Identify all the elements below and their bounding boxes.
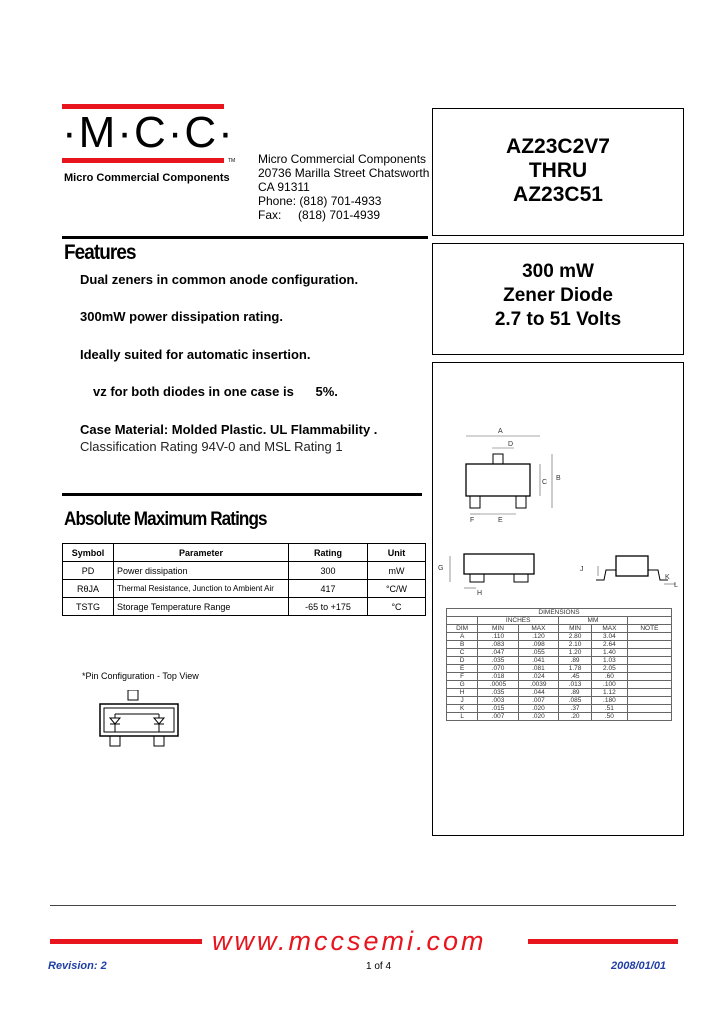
feature-item: 300mW power dissipation rating.: [80, 309, 283, 324]
table-row: [63, 598, 426, 616]
dimensions-cell: 1.03: [591, 657, 627, 665]
table-row: [447, 713, 672, 721]
logo-trademark: TM: [228, 158, 236, 164]
dimensions-cell: .0039: [518, 681, 558, 689]
dimensions-cell: [627, 689, 671, 697]
address-line: Phone: (818) 701-4933: [258, 194, 382, 208]
amr-header-rating: Rating: [289, 544, 368, 562]
dimensions-cell: 1.12: [591, 689, 627, 697]
table-row: [447, 681, 672, 689]
dimensions-cell: 1.20: [559, 649, 592, 657]
dimensions-cell: [627, 681, 671, 689]
dimensions-cell: .015: [478, 705, 518, 713]
dimensions-cell: .020: [518, 713, 558, 721]
dimensions-cell: L: [447, 713, 478, 721]
table-row: [63, 580, 426, 598]
amr-unit: °C/W: [368, 580, 426, 598]
dim-label-e: E: [498, 517, 503, 524]
dimensions-cell: 1.40: [591, 649, 627, 657]
dimensions-subheader: NOTE: [627, 625, 671, 633]
feature-case-material: Case Material: Molded Plastic. UL Flammability .: [80, 422, 378, 437]
dimensions-subheader-row: [447, 625, 672, 633]
description-box: [432, 243, 684, 355]
dimensions-cell: .098: [518, 641, 558, 649]
amr-parameter: Storage Temperature Range: [114, 598, 289, 616]
address-line: Fax: (818) 701-4939: [258, 208, 381, 222]
amr-unit: mW: [368, 562, 426, 580]
dimensions-cell: [627, 633, 671, 641]
dimensions-cell: .018: [478, 673, 518, 681]
dimensions-cell: [627, 705, 671, 713]
dimensions-cell: .180: [591, 697, 627, 705]
dimensions-subheader: MIN: [559, 625, 592, 633]
dimensions-cell: [627, 649, 671, 657]
dimensions-cell: 2.05: [591, 665, 627, 673]
table-row: [447, 673, 672, 681]
dimensions-cell: .60: [591, 673, 627, 681]
dimensions-cell: .047: [478, 649, 518, 657]
dim-label-l: L: [674, 582, 678, 589]
logo-mark: ·M·C·C·: [62, 108, 235, 157]
address-line: Micro Commercial Components: [258, 152, 427, 166]
amr-header-symbol: Symbol: [63, 544, 114, 562]
dimensions-cell: .035: [478, 689, 518, 697]
part-number-box: [432, 108, 684, 236]
power-rating: 300 mW: [522, 261, 594, 282]
dimensions-cell: .45: [559, 673, 592, 681]
amr-rating: -65 to +175: [289, 598, 368, 616]
address-line: 20736 Marilla Street Chatsworth: [258, 166, 430, 180]
amr-symbol: TSTG: [63, 598, 114, 616]
dimensions-subheader: MAX: [518, 625, 558, 633]
dimensions-cell: 1.78: [559, 665, 592, 673]
footer-page-number: 1 of 4: [366, 961, 392, 972]
table-row: [447, 649, 672, 657]
dimensions-cell: .51: [591, 705, 627, 713]
amr-heading: Absolute Maximum Ratings: [64, 509, 267, 530]
dimensions-cell: F: [447, 673, 478, 681]
dimensions-cell: .055: [518, 649, 558, 657]
amr-symbol: PD: [63, 562, 114, 580]
dimensions-cell: A: [447, 633, 478, 641]
dimensions-cell: .041: [518, 657, 558, 665]
dimensions-cell: .081: [518, 665, 558, 673]
features-heading: Features: [64, 241, 136, 264]
dimensions-cell: .085: [559, 697, 592, 705]
dimensions-cell: 2.80: [559, 633, 592, 641]
dimensions-group-inches: INCHES: [478, 617, 559, 625]
dimensions-cell: .110: [478, 633, 518, 641]
footer-rule: [50, 905, 676, 906]
dimensions-cell: H: [447, 689, 478, 697]
table-row: [447, 705, 672, 713]
dim-label-k: K: [665, 574, 670, 581]
part-number-end: AZ23C51: [513, 183, 603, 206]
dimensions-cell: C: [447, 649, 478, 657]
dimensions-subheader: MIN: [478, 625, 518, 633]
footer-date: 2008/01/01: [611, 960, 667, 972]
table-row: [447, 697, 672, 705]
dimensions-cell: .20: [559, 713, 592, 721]
dimensions-cell: E: [447, 665, 478, 673]
part-number-thru: THRU: [528, 159, 588, 182]
amr-rule: [62, 493, 422, 496]
dimensions-cell: .003: [478, 697, 518, 705]
feature-item: vz for both diodes in one case is 5%.: [93, 384, 338, 399]
dimensions-cell: .044: [518, 689, 558, 697]
part-number-start: AZ23C2V7: [506, 135, 610, 158]
logo-subtitle: Micro Commercial Components: [64, 172, 230, 184]
dimensions-cell: .50: [591, 713, 627, 721]
dimensions-cell: .120: [518, 633, 558, 641]
dimensions-cell: G: [447, 681, 478, 689]
dimensions-cell: .37: [559, 705, 592, 713]
amr-unit: °C: [368, 598, 426, 616]
table-row: [447, 665, 672, 673]
dimensions-cell: [627, 713, 671, 721]
dimensions-cell: 2.64: [591, 641, 627, 649]
voltage-range: 2.7 to 51 Volts: [494, 309, 622, 330]
dim-label-h: H: [477, 590, 483, 597]
dimensions-cell: [627, 665, 671, 673]
amr-header-unit: Unit: [368, 544, 426, 562]
dim-label-g: G: [438, 565, 444, 572]
package-end-view: [592, 552, 676, 592]
footer-left-bar: [50, 939, 202, 944]
dimensions-cell: [627, 657, 671, 665]
amr-header-parameter: Parameter: [114, 544, 289, 562]
features-rule: [62, 236, 428, 239]
dimensions-cell: .020: [518, 705, 558, 713]
feature-classification: Classification Rating 94V-0 and MSL Rating 1: [80, 439, 343, 454]
table-row: [447, 689, 672, 697]
dimensions-subheader: MAX: [591, 625, 627, 633]
pin-config-caption: *Pin Configuration - Top View: [82, 671, 199, 681]
dim-label-c: C: [542, 479, 548, 486]
footer-revision: Revision: 2: [48, 960, 107, 972]
amr-rating: 417: [289, 580, 368, 598]
package-side-view: [446, 548, 556, 600]
table-row: [447, 641, 672, 649]
amr-parameter: Thermal Resistance, Junction to Ambient Air: [114, 580, 289, 598]
footer-right-bar: [528, 939, 678, 944]
logo-bottom-bar: [62, 158, 224, 163]
dimensions-table: [446, 608, 672, 721]
dimensions-subheader: DIM: [447, 625, 478, 633]
address-block: [258, 152, 429, 222]
dimensions-cell: .007: [518, 697, 558, 705]
footer-website[interactable]: www.mccsemi.com: [212, 926, 487, 956]
dimensions-cell: .070: [478, 665, 518, 673]
table-row: [63, 562, 426, 580]
dimensions-cell: B: [447, 641, 478, 649]
amr-header-row: [63, 544, 426, 562]
dimensions-cell: [627, 697, 671, 705]
dimensions-group-mm: MM: [559, 617, 628, 625]
dim-label-b: B: [556, 475, 561, 482]
dim-label-a: A: [498, 428, 503, 435]
dimensions-cell: .89: [559, 689, 592, 697]
dim-label-d: D: [508, 441, 514, 448]
table-row: [447, 657, 672, 665]
device-type: Zener Diode: [503, 285, 613, 306]
dimensions-cell: .035: [478, 657, 518, 665]
dimensions-cell: .0005: [478, 681, 518, 689]
dimensions-cell: .89: [559, 657, 592, 665]
dimensions-cell: [627, 673, 671, 681]
dimensions-body: [447, 633, 672, 721]
dimensions-cell: 3.04: [591, 633, 627, 641]
amr-symbol: RθJA: [63, 580, 114, 598]
dimensions-cell: .100: [591, 681, 627, 689]
dimensions-cell: D: [447, 657, 478, 665]
pin-config-diagram: [98, 690, 188, 750]
dimensions-title: DIMENSIONS: [447, 609, 672, 617]
address-line: CA 91311: [258, 180, 310, 194]
dimensions-cell: .007: [478, 713, 518, 721]
dimensions-cell: [627, 641, 671, 649]
dimensions-cell: J: [447, 697, 478, 705]
dimensions-cell: K: [447, 705, 478, 713]
dim-label-j: J: [580, 566, 584, 573]
amr-rating: 300: [289, 562, 368, 580]
dimensions-cell: .024: [518, 673, 558, 681]
dimensions-cell: .013: [559, 681, 592, 689]
dimensions-cell: 2.10: [559, 641, 592, 649]
dim-label-f: F: [470, 517, 475, 524]
table-row: [447, 633, 672, 641]
amr-parameter: Power dissipation: [114, 562, 289, 580]
dimensions-title-row: [447, 609, 672, 617]
dimensions-cell: .083: [478, 641, 518, 649]
amr-table: [62, 543, 426, 616]
feature-item: Ideally suited for automatic insertion.: [80, 347, 311, 362]
dimensions-group-row: [447, 617, 672, 625]
feature-item: Dual zeners in common anode configuration.: [80, 272, 359, 287]
